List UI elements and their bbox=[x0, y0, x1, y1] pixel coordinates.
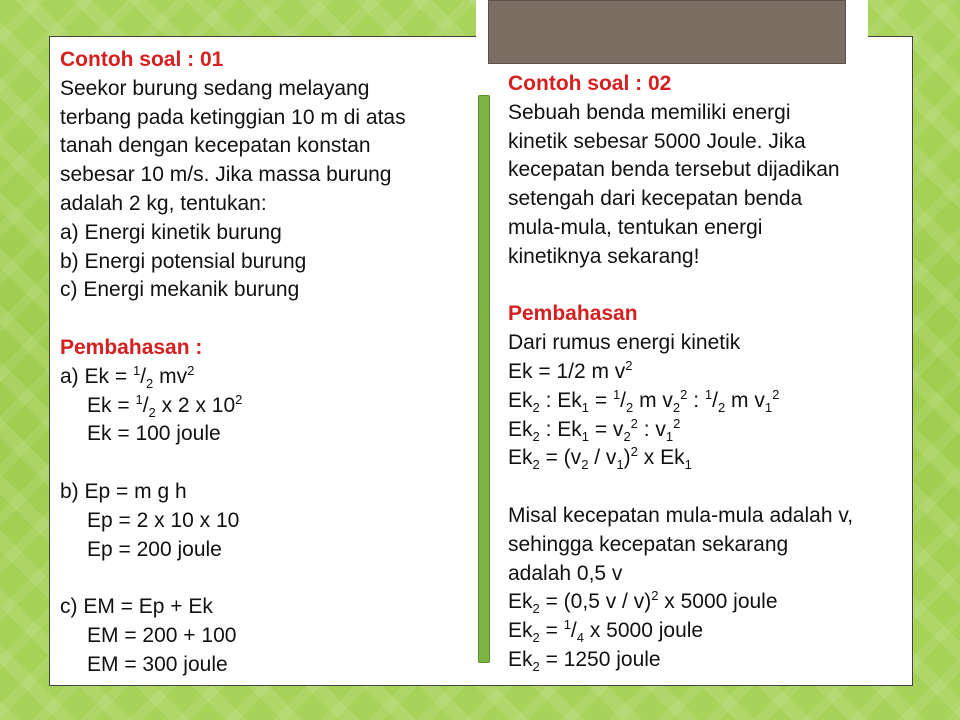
ep-formula: b) Ep = m g h bbox=[60, 479, 187, 503]
ek-formula: a) $Ek = ^1/_2$ $mv^2$ bbox=[60, 362, 195, 391]
question-line: Seekor burung sedang melayang bbox=[60, 76, 370, 100]
example-02-title: Contoh soal : 02 bbox=[508, 72, 672, 95]
question-line: mula-mula, tentukan energi bbox=[508, 215, 763, 239]
em-result: EM = 300 joule bbox=[87, 652, 228, 676]
explain-line: adalah 0,5 v bbox=[508, 561, 623, 585]
question-line: b) Energi potensial burung bbox=[60, 249, 307, 273]
example-01-column bbox=[60, 46, 406, 680]
column-divider bbox=[478, 95, 490, 663]
ek-ratio-formula: $Ek_2$ : $Ek_1 = ^1/_2$ m $v_2^2$ : $^1/_2$ m $v_1^2$ bbox=[508, 386, 780, 415]
ek2-substitution: $Ek_2 = (0,5$ v / v)$^2$ x 5000 joule bbox=[508, 588, 778, 617]
ek2-fraction: $Ek_2 = ^1/_4$ x 5000 joule bbox=[508, 617, 704, 646]
question-line: c) Energi mekanik burung bbox=[60, 278, 300, 302]
solution-title: Pembahasan : bbox=[60, 335, 203, 359]
ek-substitution: $Ek = ^1/_2$ x 2 x $10^2$ bbox=[87, 391, 243, 420]
ep-result: Ep = 200 joule bbox=[87, 537, 222, 561]
header-tab bbox=[476, 0, 868, 72]
em-substitution: EM = 200 + 100 bbox=[87, 623, 237, 647]
question-line: tanah dengan kecepatan konstan bbox=[60, 134, 371, 158]
example-01-title: Contoh soal : 01 bbox=[60, 48, 224, 71]
question-line: kecepatan benda tersebut dijadikan bbox=[508, 158, 840, 182]
question-line: sebesar 10 m/s. Jika massa burung bbox=[60, 163, 392, 187]
ep-substitution: Ep = 2 x 10 x 10 bbox=[87, 508, 240, 532]
question-line: a) Energi kinetik burung bbox=[60, 220, 282, 244]
em-formula: c) EM = Ep + Ek bbox=[60, 595, 213, 619]
question-line: kinetiknya sekarang! bbox=[508, 244, 700, 268]
question-line: Sebuah benda memiliki energi bbox=[508, 100, 791, 124]
solution-title: Pembahasan bbox=[508, 302, 638, 326]
ek-result: Ek = 100 joule bbox=[87, 422, 221, 446]
explain-line: Misal kecepatan mula-mula adalah v, bbox=[508, 503, 854, 527]
ek2-result: $Ek_2 = 1250$ joule bbox=[508, 647, 661, 675]
question-line: kinetik sebesar 5000 Joule. Jika bbox=[508, 129, 806, 153]
solution-intro: Dari rumus energi kinetik bbox=[508, 331, 741, 355]
ek-ratio-simplified: $Ek_2$ : $Ek_1 = v_2^2$ : $v_1^2$ bbox=[508, 415, 681, 444]
ek-formula: Ek = 1/2 m $v^2$ bbox=[508, 357, 633, 383]
example-02-column bbox=[508, 70, 853, 675]
question-line: terbang pada ketinggian 10 m di atas bbox=[60, 105, 406, 129]
question-line: adalah 2 kg, tentukan: bbox=[60, 191, 267, 215]
question-line: setengah dari kecepatan benda bbox=[508, 187, 803, 211]
header-tab-box bbox=[488, 0, 846, 64]
explain-line: sehingga kecepatan sekarang bbox=[508, 532, 789, 556]
ek2-formula: $Ek_2 = (v_2 / v_1)^2$ x $Ek_1$ bbox=[508, 444, 692, 473]
